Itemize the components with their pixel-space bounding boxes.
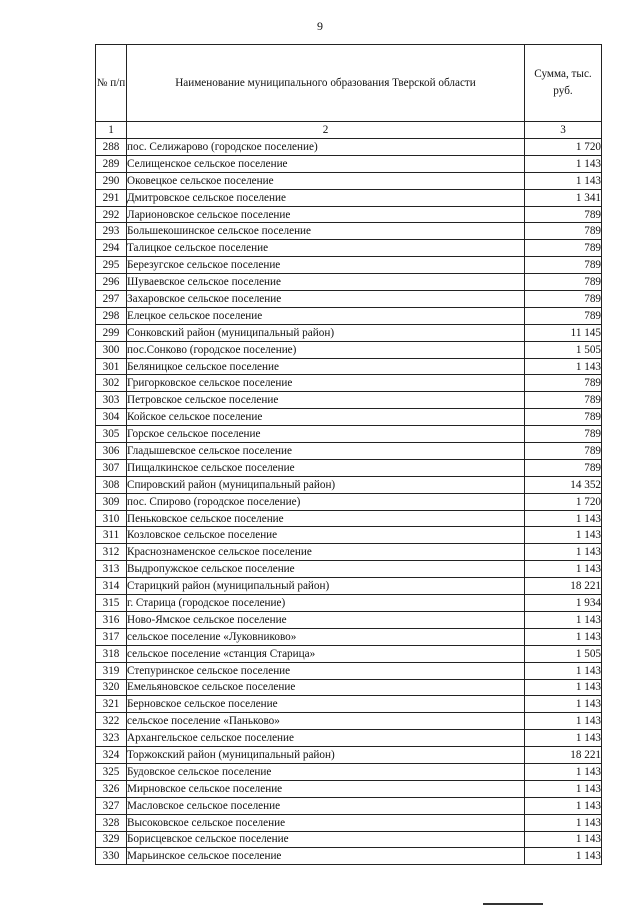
table-row	[96, 730, 602, 747]
amount: 789	[525, 409, 602, 426]
amount: 1 143	[525, 797, 602, 814]
amount: 14 352	[525, 476, 602, 493]
row-number: 294	[96, 240, 127, 257]
row-number: 326	[96, 780, 127, 797]
row-number: 299	[96, 324, 127, 341]
municipality-name: Койское сельское поселение	[127, 409, 525, 426]
table-row	[96, 307, 602, 324]
table-row	[96, 814, 602, 831]
row-number: 314	[96, 578, 127, 595]
table-row	[96, 443, 602, 460]
header-sum: Сумма, тыс. руб.	[525, 45, 602, 122]
amount: 1 505	[525, 645, 602, 662]
table-row	[96, 578, 602, 595]
amount: 789	[525, 206, 602, 223]
row-number: 302	[96, 375, 127, 392]
municipality-name: Пеньковское сельское поселение	[127, 510, 525, 527]
amount: 1 143	[525, 527, 602, 544]
municipality-name: Степуринское сельское поселение	[127, 662, 525, 679]
row-number: 298	[96, 307, 127, 324]
amount: 1 143	[525, 510, 602, 527]
amount: 1 143	[525, 848, 602, 865]
municipality-name: Старицкий район (муниципальный район)	[127, 578, 525, 595]
municipality-name: Высоковское сельское поселение	[127, 814, 525, 831]
municipality-name: Шуваевское сельское поселение	[127, 274, 525, 291]
table-row	[96, 544, 602, 561]
table-row	[96, 662, 602, 679]
amount: 789	[525, 375, 602, 392]
municipality-name: сельское поселение «Паньково»	[127, 713, 525, 730]
municipality-name: Ново-Ямское сельское поселение	[127, 611, 525, 628]
amount: 1 143	[525, 831, 602, 848]
table-row	[96, 510, 602, 527]
row-number: 309	[96, 493, 127, 510]
row-number: 320	[96, 679, 127, 696]
table-row	[96, 341, 602, 358]
amount: 1 341	[525, 189, 602, 206]
table-row	[96, 139, 602, 156]
municipality-name: Большекошинское сельское поселение	[127, 223, 525, 240]
amount: 1 934	[525, 595, 602, 612]
amount: 789	[525, 240, 602, 257]
table-row	[96, 595, 602, 612]
row-number: 291	[96, 189, 127, 206]
amount: 1 143	[525, 679, 602, 696]
row-number: 328	[96, 814, 127, 831]
table-row	[96, 291, 602, 308]
municipality-name: Оковецкое сельское поселение	[127, 172, 525, 189]
municipality-name: Мирновское сельское поселение	[127, 780, 525, 797]
municipality-name: Петровское сельское поселение	[127, 392, 525, 409]
amount: 789	[525, 307, 602, 324]
table-row	[96, 848, 602, 865]
row-number: 317	[96, 628, 127, 645]
municipality-name: Будовское сельское поселение	[127, 763, 525, 780]
municipality-name: пос.Сонково (городское поселение)	[127, 341, 525, 358]
row-number: 325	[96, 763, 127, 780]
amount: 1 143	[525, 662, 602, 679]
budget-table	[95, 44, 602, 865]
row-number: 321	[96, 696, 127, 713]
table-row	[96, 763, 602, 780]
municipality-name: Торжокский район (муниципальный район)	[127, 747, 525, 764]
row-number: 319	[96, 662, 127, 679]
table-row	[96, 155, 602, 172]
row-number: 322	[96, 713, 127, 730]
amount: 18 221	[525, 578, 602, 595]
row-number: 288	[96, 139, 127, 156]
amount: 789	[525, 257, 602, 274]
amount: 1 505	[525, 341, 602, 358]
row-number: 312	[96, 544, 127, 561]
municipality-name: Архангельское сельское поселение	[127, 730, 525, 747]
table-row	[96, 476, 602, 493]
amount: 1 143	[525, 730, 602, 747]
municipality-name: сельское поселение «Луковниково»	[127, 628, 525, 645]
municipality-name: Беляницкое сельское поселение	[127, 358, 525, 375]
amount: 1 143	[525, 155, 602, 172]
table-row	[96, 831, 602, 848]
table-row	[96, 747, 602, 764]
row-number: 293	[96, 223, 127, 240]
table-row	[96, 611, 602, 628]
page-number: 9	[317, 19, 323, 33]
row-number: 324	[96, 747, 127, 764]
municipality-name: Березугское сельское поселение	[127, 257, 525, 274]
table-row	[96, 797, 602, 814]
table-row	[96, 257, 602, 274]
header-name: Наименование муниципального образования Тверской области	[127, 45, 525, 122]
municipality-name: Григорковское сельское поселение	[127, 375, 525, 392]
row-number: 306	[96, 443, 127, 460]
municipality-name: Захаровское сельское поселение	[127, 291, 525, 308]
row-number: 289	[96, 155, 127, 172]
amount: 1 143	[525, 814, 602, 831]
amount: 1 143	[525, 561, 602, 578]
municipality-name: Козловское сельское поселение	[127, 527, 525, 544]
amount: 789	[525, 443, 602, 460]
municipality-name: Масловское сельское поселение	[127, 797, 525, 814]
row-number: 316	[96, 611, 127, 628]
table-row	[96, 274, 602, 291]
row-number: 310	[96, 510, 127, 527]
table-row	[96, 375, 602, 392]
table-body	[96, 139, 602, 865]
table-row	[96, 324, 602, 341]
municipality-name: Емельяновское сельское поселение	[127, 679, 525, 696]
row-number: 315	[96, 595, 127, 612]
amount: 11 145	[525, 324, 602, 341]
municipality-name: Ларионовское сельское поселение	[127, 206, 525, 223]
table-row	[96, 240, 602, 257]
row-number: 330	[96, 848, 127, 865]
amount: 18 221	[525, 747, 602, 764]
municipality-name: пос. Селижарово (городское поселение)	[127, 139, 525, 156]
amount: 1 143	[525, 780, 602, 797]
row-number: 329	[96, 831, 127, 848]
row-number: 300	[96, 341, 127, 358]
column-number-row	[96, 122, 602, 139]
row-number: 290	[96, 172, 127, 189]
amount: 789	[525, 459, 602, 476]
row-number: 301	[96, 358, 127, 375]
table-row	[96, 392, 602, 409]
amount: 789	[525, 291, 602, 308]
amount: 789	[525, 426, 602, 443]
row-number: 308	[96, 476, 127, 493]
municipality-name: г. Старица (городское поселение)	[127, 595, 525, 612]
amount: 1 143	[525, 172, 602, 189]
column-number: 2	[127, 122, 525, 139]
table-row	[96, 223, 602, 240]
amount: 1 143	[525, 628, 602, 645]
row-number: 318	[96, 645, 127, 662]
column-number: 3	[525, 122, 602, 139]
municipality-name: Выдропужское сельское поселение	[127, 561, 525, 578]
municipality-name: Краснознаменское сельское поселение	[127, 544, 525, 561]
municipality-name: Пищалкинское сельское поселение	[127, 459, 525, 476]
table-row	[96, 358, 602, 375]
table-row	[96, 713, 602, 730]
municipality-name: Марьинское сельское поселение	[127, 848, 525, 865]
table-row	[96, 206, 602, 223]
amount: 1 143	[525, 358, 602, 375]
table-row	[96, 426, 602, 443]
table-row	[96, 189, 602, 206]
amount: 1 143	[525, 713, 602, 730]
municipality-name: пос. Спирово (городское поселение)	[127, 493, 525, 510]
table-row	[96, 459, 602, 476]
table-row	[96, 780, 602, 797]
table-row	[96, 527, 602, 544]
row-number: 311	[96, 527, 127, 544]
municipality-name: Дмитровское сельское поселение	[127, 189, 525, 206]
municipality-name: Талицкое сельское поселение	[127, 240, 525, 257]
municipality-name: Борисцевское сельское поселение	[127, 831, 525, 848]
row-number: 307	[96, 459, 127, 476]
municipality-name: сельское поселение «станция Старица»	[127, 645, 525, 662]
row-number: 296	[96, 274, 127, 291]
row-number: 292	[96, 206, 127, 223]
row-number: 323	[96, 730, 127, 747]
amount: 789	[525, 223, 602, 240]
amount: 1 143	[525, 763, 602, 780]
municipality-name: Елецкое сельское поселение	[127, 307, 525, 324]
table-row	[96, 628, 602, 645]
row-number: 313	[96, 561, 127, 578]
municipality-name: Гладышевское сельское поселение	[127, 443, 525, 460]
table-row	[96, 696, 602, 713]
row-number: 305	[96, 426, 127, 443]
municipality-name: Спировский район (муниципальный район)	[127, 476, 525, 493]
table-row	[96, 561, 602, 578]
amount: 1 720	[525, 139, 602, 156]
municipality-name: Сонковский район (муниципальный район)	[127, 324, 525, 341]
row-number: 304	[96, 409, 127, 426]
amount: 1 143	[525, 696, 602, 713]
column-number: 1	[96, 122, 127, 139]
municipality-name: Берновское сельское поселение	[127, 696, 525, 713]
municipality-name: Горское сельское поселение	[127, 426, 525, 443]
header-num: № п/п	[96, 45, 127, 122]
amount: 1 143	[525, 611, 602, 628]
table-header-row	[96, 45, 602, 122]
table-row	[96, 409, 602, 426]
amount: 1 720	[525, 493, 602, 510]
table-row	[96, 493, 602, 510]
row-number: 327	[96, 797, 127, 814]
amount: 1 143	[525, 544, 602, 561]
row-number: 297	[96, 291, 127, 308]
table-row	[96, 645, 602, 662]
table-row	[96, 172, 602, 189]
municipality-name: Селищенское сельское поселение	[127, 155, 525, 172]
row-number: 303	[96, 392, 127, 409]
amount: 789	[525, 392, 602, 409]
table-row	[96, 679, 602, 696]
row-number: 295	[96, 257, 127, 274]
amount: 789	[525, 274, 602, 291]
